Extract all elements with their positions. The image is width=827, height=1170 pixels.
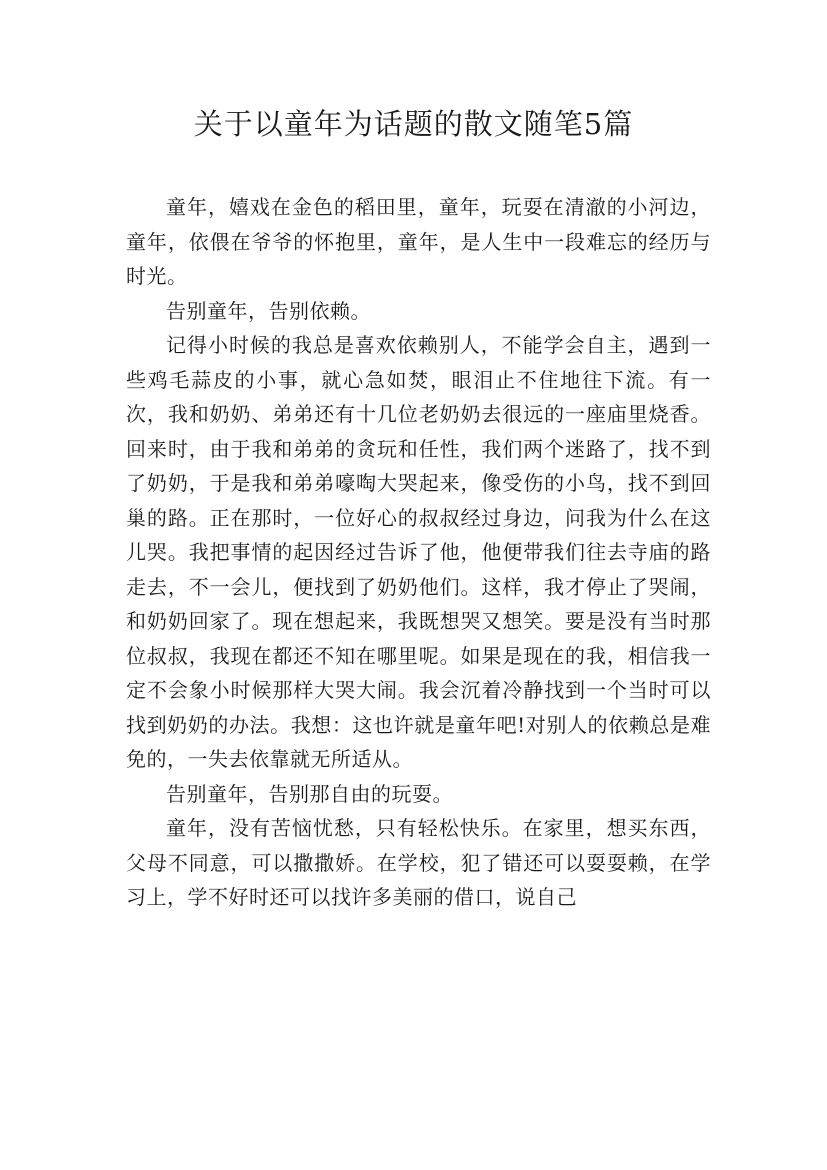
paragraph-heading-dependence: 告别童年，告别依赖。 (166, 298, 371, 323)
document-body (126, 190, 711, 915)
paragraph-heading-free-play: 告别童年，告别那自由的玩耍。 (166, 781, 453, 806)
paragraph-carefree: 童年，没有苦恼忧愁，只有轻松快乐。在家里，想买东西，父母不同意，可以撒撒娇。在学校，犯了错还可以耍耍赖，在学习上，学不好时还可以找许多美丽的借口，说自己 (126, 816, 711, 909)
document-title: 关于以童年为话题的散文随笔5篇 (193, 107, 634, 141)
paragraph-intro: 童年，嬉戏在金色的稻田里，童年，玩耍在清澈的小河边，童年，依偎在爷爷的怀抱里，童年，是人生中一段难忘的经历与时光。 (126, 195, 711, 288)
paragraph-lost-story: 记得小时候的我总是喜欢依赖别人，不能学会自主，遇到一些鸡毛蒜皮的小事，就心急如焚，眼泪止不住地往下流。有一次，我和奶奶、弟弟还有十几位老奶奶去很远的一座庙里烧香。回来时，由于我和弟弟的贪玩和任性，我们两个迷路了，找不到了奶奶，于是我和弟弟嚎啕大哭起来，像受伤的小鸟，找不到回巢的路。正在那时，一位好心的叔叔经过身边，问我为什么在这儿哭。我把事情的起因经过告诉了他，他便带我们往去寺庙的路走去，不一会儿，便找到了奶奶他们。这样，我才停止了哭闹，和奶奶回家了。现在想起来，我既想哭又想笑。要是没有当时那位叔叔，我现在都还不知在哪里呢。如果是现在的我，相信我一定不会象小时候那样大哭大闹。我会沉着冷静找到一个当时可以找到奶奶的办法。我想：这也许就是童年吧!对别人的依赖总是难免的，一失去依靠就无所适从。 (126, 333, 711, 771)
